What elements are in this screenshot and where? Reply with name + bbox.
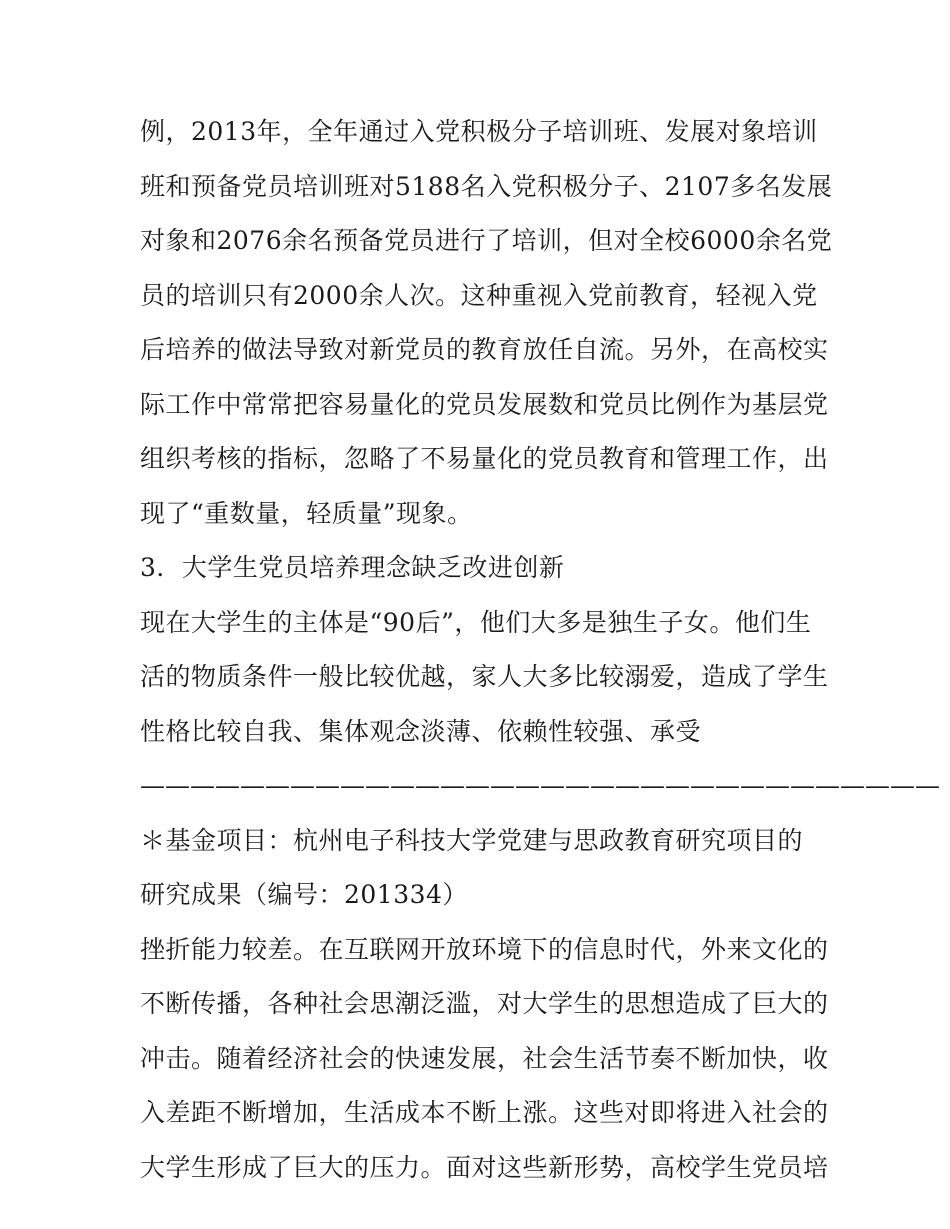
body-text-line: 现在大学生的主体是“90后”，他们大多是独生子女。他们生 <box>140 607 812 637</box>
body-text-line: 现了“重数量，轻质量”现象。 <box>140 498 473 528</box>
body-text-line: 后培养的做法导致对新党员的教育放任自流。另外，在高校实 <box>140 335 829 364</box>
body-text-line: 活的物质条件一般比较优越，家人大多比较溺爱，造成了学生 <box>140 662 829 691</box>
footnote-line: ＊基金项目：杭州电子科技大学党建与思政教育研究项目的 <box>140 825 804 855</box>
body-text-line: 入差距不断增加，生活成本不断上涨。这些对即将进入社会的 <box>140 1098 829 1127</box>
body-text-line: 冲击。随着经济社会的快速发展，社会生活节奏不断加快，收 <box>140 1043 829 1073</box>
footnote-separator: ———————————————————————————————— <box>140 771 940 800</box>
body-text-line: 大学生形成了巨大的压力。面对这些新形势，高校学生党员培 <box>140 1152 829 1182</box>
footnote-line: 研究成果（编号：201334） <box>140 880 468 909</box>
body-text-line: 不断传播，各种社会思潮泛滥，对大学生的思想造成了巨大的 <box>140 989 829 1018</box>
body-text-line: 性格比较自我、集体观念淡薄、依赖性较强、承受 <box>140 716 702 746</box>
document-page <box>140 105 940 1195</box>
body-text-line: 对象和2076余名预备党员进行了培训，但对全校6000余名党 <box>140 226 833 255</box>
section-heading: 3．大学生党员培养理念缺乏改进创新 <box>140 553 565 582</box>
body-text-line: 组织考核的指标，忽略了不易量化的党员教育和管理工作，出 <box>140 444 829 473</box>
body-text-line: 际工作中常常把容易量化的党员发展数和党员比例作为基层党 <box>140 389 829 419</box>
body-text-line: 班和预备党员培训班对5188名入党积极分子、2107多名发展 <box>140 171 833 201</box>
body-text-line: 挫折能力较差。在互联网开放环境下的信息时代，外来文化的 <box>140 934 829 964</box>
body-text-line: 例，2013年，全年通过入党积极分子培训班、发展对象培训 <box>140 117 818 146</box>
body-text-line: 员的培训只有2000余人次。这种重视入党前教育，轻视入党 <box>140 280 818 310</box>
